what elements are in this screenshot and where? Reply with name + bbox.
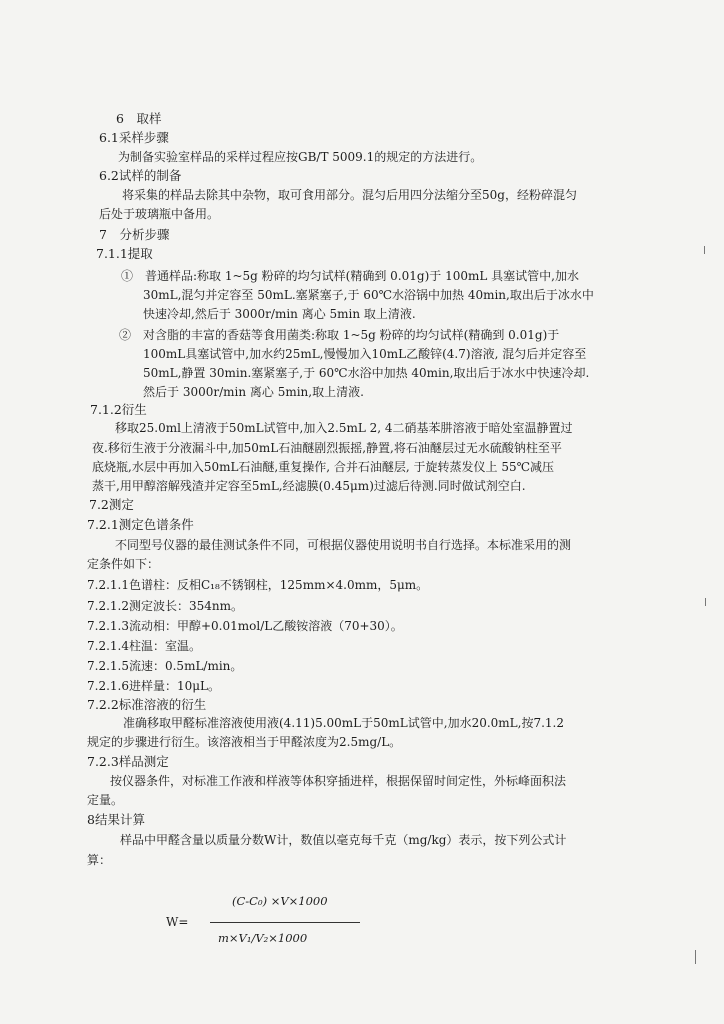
paragraph-line: ① 普通样品:称取 1~5g 粉碎的均匀试样(精确到 0.01g)于 100mL 具塞试管中,加水 [121, 269, 579, 283]
paragraph-line: 50mL,静置 30min.塞紧塞子,于 60℃水浴中加热 40min,取出后于冰水中快速冷却. [143, 366, 590, 380]
paragraph-line: 准确移取甲醛标准溶液使用液(4.11)5.00mL于50mL试管中,加水20.0mL,按7.1.2 [123, 716, 564, 730]
heading-7-2-3: 7.2.3样品测定 [87, 754, 169, 769]
paragraph-line: 定量。 [87, 793, 124, 807]
paragraph-line: 底烧瓶,水层中再加入50mL石油醚,重复操作, 合并石油醚层, 于旋转蒸发仪上 55℃减压 [92, 460, 555, 474]
list-item: 7.2.1.1色谱柱：反相C₁₈不锈钢柱，125mm×4.0mm，5μm。 [87, 578, 429, 592]
paragraph-line: 算： [87, 853, 112, 867]
scan-mark [704, 246, 705, 254]
fraction-bar [210, 922, 360, 923]
formula-lhs: W= [166, 915, 189, 929]
paragraph-line: 夜.移衍生液于分液漏斗中,加50mL石油醚剧烈振摇,静置,将石油醚层过无水硫酸钠柱至平 [92, 441, 562, 455]
paragraph-line: 不同型号仪器的最佳测试条件不同，可根据仪器使用说明书自行选择。本标准采用的测 [115, 538, 572, 552]
heading-6-1: 6.1采样步骤 [99, 130, 169, 145]
scan-mark [705, 598, 706, 606]
list-item: 7.2.1.4柱温：室温。 [87, 639, 201, 653]
paragraph-line: 规定的步骤进行衍生。该溶液相当于甲醛浓度为2.5mg/L。 [87, 735, 402, 749]
list-item: 7.2.1.6进样量：10μL。 [87, 679, 221, 693]
list-item: 7.2.1.5流速：0.5mL/min。 [87, 659, 243, 673]
paragraph-line: 样品中甲醛含量以质量分数W计，数值以毫克每千克（mg/kg）表示，按下列公式计 [120, 833, 567, 847]
scan-mark [695, 950, 696, 964]
paragraph-line: 蒸干,用甲醇溶解残渣并定容至5mL,经滤膜(0.45μm)过滤后待测.同时做试剂空白. [92, 479, 526, 493]
paragraph-line: 然后于 3000r/min 离心 5min,取上清液. [143, 385, 364, 399]
paragraph-line: 为制备实验室样品的采样过程应按GB/T 5009.1的规定的方法进行。 [118, 150, 483, 164]
formula-numerator: (C-C₀) ×V×1000 [232, 894, 328, 908]
formula-denominator: m×V₁/V₂×1000 [218, 931, 308, 945]
heading-7-2-2: 7.2.2标准溶液的衍生 [87, 697, 207, 712]
section-heading-7: 7 分析步骤 [99, 227, 170, 242]
paragraph-line: 移取25.0ml上清液于50mL试管中,加入2.5mL 2, 4二硝基苯肼溶液于暗处室温静置过 [115, 421, 573, 435]
paragraph-line: 将采集的样品去除其中杂物，取可食用部分。混匀后用四分法缩分至50g，经粉碎混匀 [122, 188, 577, 202]
paragraph-line: ② 对含脂的丰富的香菇等食用菌类:称取 1~5g 粉碎的均匀试样(精确到 0.01g)于 [119, 328, 560, 342]
paragraph-line: 定条件如下： [87, 557, 160, 571]
heading-7-2: 7.2测定 [89, 497, 134, 512]
list-item: 7.2.1.3流动相：甲醇+0.01mol/L乙酸铵溶液（70+30）。 [87, 619, 403, 633]
heading-6-2: 6.2试样的制备 [99, 168, 182, 183]
paragraph-line: 快速冷却,然后于 3000r/min 离心 5min 取上清液. [143, 307, 416, 321]
section-heading-6: 6 取样 [116, 111, 162, 126]
section-heading-8: 8结果计算 [87, 812, 145, 827]
paragraph-line: 30mL,混匀并定容至 50mL.塞紧塞子,于 60℃水浴锅中加热 40min,取出后于冰水中 [143, 288, 594, 302]
paragraph-line: 后处于玻璃瓶中备用。 [99, 207, 220, 221]
heading-7-2-1: 7.2.1测定色谱条件 [87, 517, 194, 532]
paragraph-line: 100mL具塞试管中,加水约25mL,慢慢加入10mL乙酸锌(4.7)溶液, 混匀后并定容至 [143, 347, 587, 361]
heading-7-1-2: 7.1.2衍生 [90, 402, 147, 417]
list-item: 7.2.1.2测定波长：354nm。 [87, 599, 243, 613]
heading-7-1-1: 7.1.1提取 [96, 246, 153, 261]
paragraph-line: 按仪器条件，对标准工作液和样液等体积穿插进样，根据保留时间定性，外标峰面积法 [110, 774, 567, 788]
